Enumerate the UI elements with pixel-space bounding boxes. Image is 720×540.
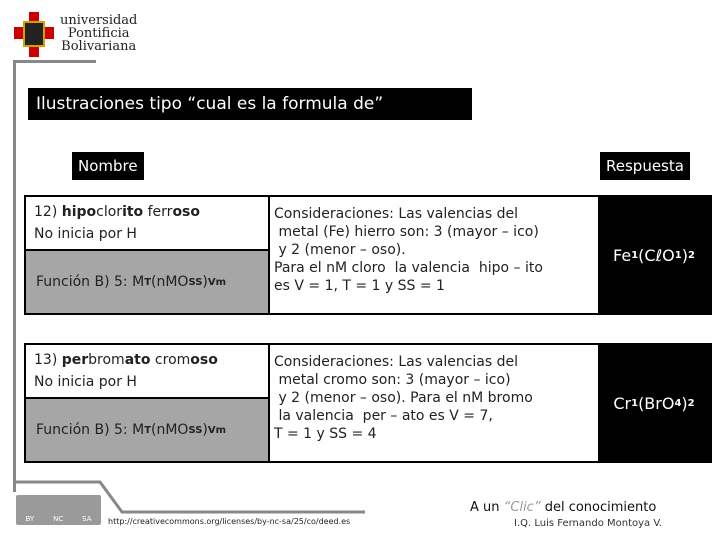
university-logo <box>14 12 139 57</box>
logo-line: universidad <box>60 13 138 28</box>
cross-crest-icon <box>14 12 54 57</box>
exercise-row-13 <box>24 343 712 463</box>
frame-line <box>13 60 96 63</box>
exercise-name: 13) perbromato cromoso <box>34 352 218 368</box>
exercise-name: 12) hipoclorito ferroso <box>34 204 201 220</box>
creative-commons-badge[interactable]: BY NC SA <box>16 495 101 525</box>
considerations: Consideraciones: Las valencias del metal (Fe) hierro son: 3 (mayor – ico) y 2 (menor – oso). Para el nM cloro la valencia hipo – ito es V = 1, T = 1 y SS = 1 <box>274 206 543 294</box>
slide-title: Ilustraciones tipo “cual es la formula de” <box>28 88 472 120</box>
slogan: A un “Clic” del conocimiento <box>470 500 657 515</box>
function-formula: Función B) 5: M T (nMO SS ) Vm <box>26 399 268 461</box>
considerations: Consideraciones: Las valencias del metal cromo son: 3 (mayor – ico) y 2 (menor – oso). Para el nM bromo la valencia per – ato es V = 7, T = 1 y SS = 4 <box>274 354 533 442</box>
logo-line: Bolivariana <box>61 39 137 54</box>
note: No inicia por H <box>34 226 137 242</box>
header-respuesta: Respuesta <box>600 152 690 180</box>
header-nombre: Nombre <box>72 152 144 180</box>
frame-line <box>13 60 16 492</box>
author: I.Q. Luis Fernando Montoya V. <box>514 518 663 529</box>
function-formula: Función B) 5: M T (nMO SS ) Vm <box>26 251 268 313</box>
answer-formula: Fe 1 (CℓO 1 ) 2 <box>598 197 710 313</box>
exercise-row-12 <box>24 195 712 315</box>
logo-line: Pontificia <box>67 26 130 41</box>
license-link[interactable]: http://creativecommons.org/licenses/by-nc-sa/25/co/deed.es <box>108 517 351 526</box>
note: No inicia por H <box>34 374 137 390</box>
answer-formula: Cr 1 (BrO 4 ) 2 <box>598 345 710 461</box>
